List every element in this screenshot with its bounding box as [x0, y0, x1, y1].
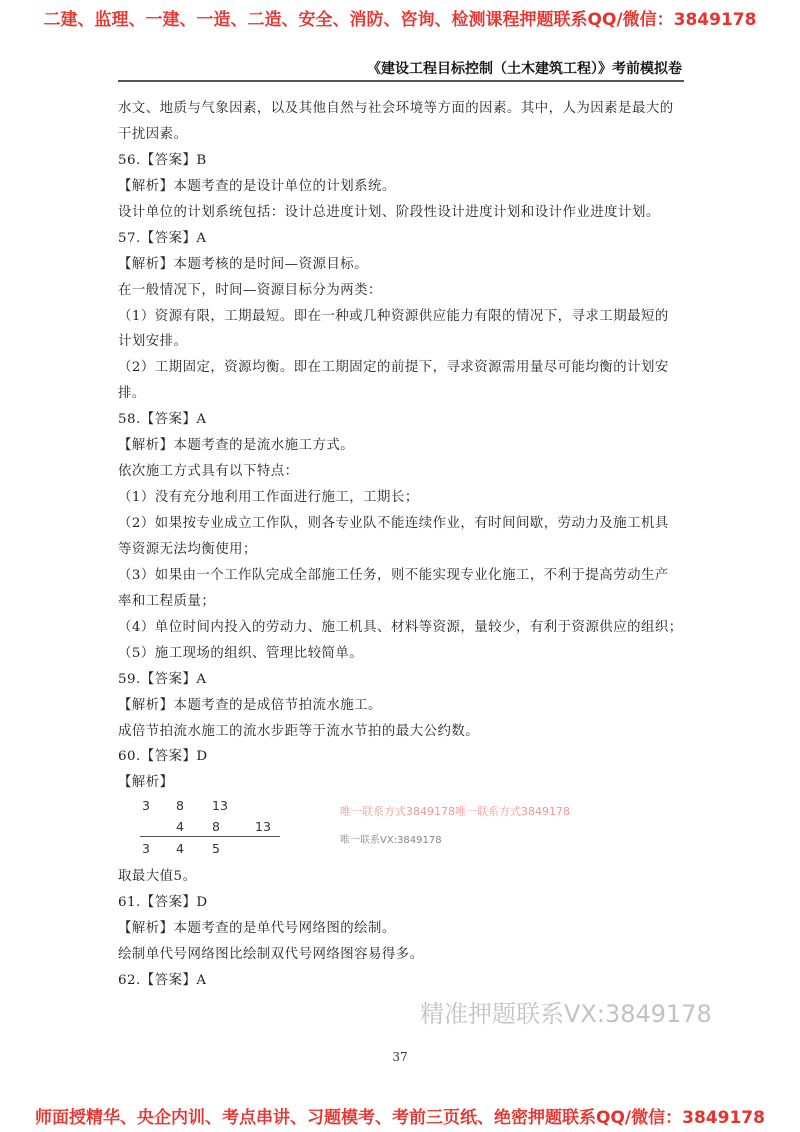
table-cell: 8: [212, 819, 220, 834]
text-line: 61.【答案】D: [118, 894, 208, 910]
text-line: 绘制单代号网络图比绘制双代号网络图容易得多。: [118, 946, 424, 962]
table-cell: 4: [176, 819, 184, 834]
text-line: 在一般情况下，时间—资源目标分为两类：: [118, 282, 382, 298]
page-number: 37: [392, 1050, 408, 1064]
text-line: 干扰因素。: [118, 126, 188, 142]
watermark-small: 唯一联系VX:3849178: [340, 835, 442, 846]
text-line: 依次施工方式具有以下特点：: [118, 464, 299, 480]
text-line: 设计单位的计划系统包括：设计总进度计划、阶段性设计进度计划和设计作业进度计划。: [118, 204, 660, 220]
text-line: 【解析】本题考查的是单代号网络图的绘制。: [118, 920, 396, 936]
answer-body: [118, 96, 688, 796]
text-line: 计划安排。: [118, 334, 188, 350]
text-line: 56.【答案】B: [118, 152, 207, 168]
text-line: （2）如果按专业成立工作队，则各专业队不能连续作业，有时间间歇，劳动力及施工机具: [118, 516, 669, 531]
text-line: 率和工程质量；: [118, 593, 216, 609]
text-line: 57.【答案】A: [118, 230, 207, 246]
watermark-red: 唯一联系方式3849178唯一联系方式3849178: [340, 805, 570, 818]
text-line: 58.【答案】A: [118, 412, 207, 428]
table-cell: 13: [212, 798, 228, 813]
bottom-promo-banner: 师面授精华、央企内训、考点串讲、习题模考、考前三页纸、绝密押题联系QQ/微信：3849178: [35, 1108, 765, 1128]
text-line: 【解析】本题考核的是时间—资源目标。: [118, 256, 369, 272]
text-line: 排。: [118, 386, 146, 402]
text-line: 【解析】本题考查的是流水施工方式。: [118, 438, 355, 454]
text-line: 成倍节拍流水施工的流水步距等于流水节拍的最大公约数。: [118, 723, 480, 739]
text-line: 【解析】本题考查的是成倍节拍流水施工。: [118, 697, 382, 713]
text-line: （5）施工现场的组织、管理比较简单。: [118, 645, 364, 661]
subtraction-line: [140, 836, 280, 837]
text-line: 取最大值5。: [118, 869, 197, 884]
text-line: （3）如果由一个工作队完成全部施工任务，则不能实现专业化施工，不利于提高劳动生产: [118, 567, 669, 583]
text-line: （2）工期固定，资源均衡。即在工期固定的前提下，寻求资源需用量尽可能均衡的计划安: [118, 360, 669, 376]
text-line: （1）没有充分地利用工作面进行施工，工期长；: [118, 490, 419, 506]
text-line: （1）资源有限，工期最短。即在一种或几种资源供应能力有限的情况下，寻求工期最短的: [118, 308, 669, 324]
text-line: 【解析】: [118, 775, 174, 791]
text-line: 62.【答案】A: [118, 972, 207, 988]
text-line: 59.【答案】A: [118, 671, 207, 687]
calculation-table: [130, 798, 300, 860]
watermark-large: 精准押题联系VX:3849178: [420, 1000, 712, 1028]
text-line: 等资源无法均衡使用；: [118, 541, 257, 557]
text-line: 水文、地质与气象因素，以及其他自然与社会环境等方面的因素。其中，人为因素是最大的: [118, 101, 674, 116]
page-header-title: 《建设工程目标控制（土木建筑工程）》考前模拟卷: [367, 61, 682, 77]
table-cell: 3: [142, 841, 150, 856]
top-promo-banner: 二建、监理、一建、一造、二造、安全、消防、咨询、检测课程押题联系QQ/微信：3849178: [43, 10, 757, 30]
text-line: （4）单位时间内投入的劳动力、施工机具、材料等资源，量较少，有利于资源供应的组织；: [118, 619, 683, 635]
table-cell: 5: [212, 841, 220, 856]
table-cell: 4: [176, 841, 184, 856]
table-cell: 8: [176, 798, 184, 813]
text-line: 60.【答案】D: [118, 749, 208, 765]
answer-body-lower: [118, 864, 424, 994]
table-cell: 13: [255, 819, 271, 834]
header-divider: [118, 80, 684, 82]
text-line: 【解析】本题考查的是设计单位的计划系统。: [118, 178, 396, 194]
table-cell: 3: [142, 798, 150, 813]
